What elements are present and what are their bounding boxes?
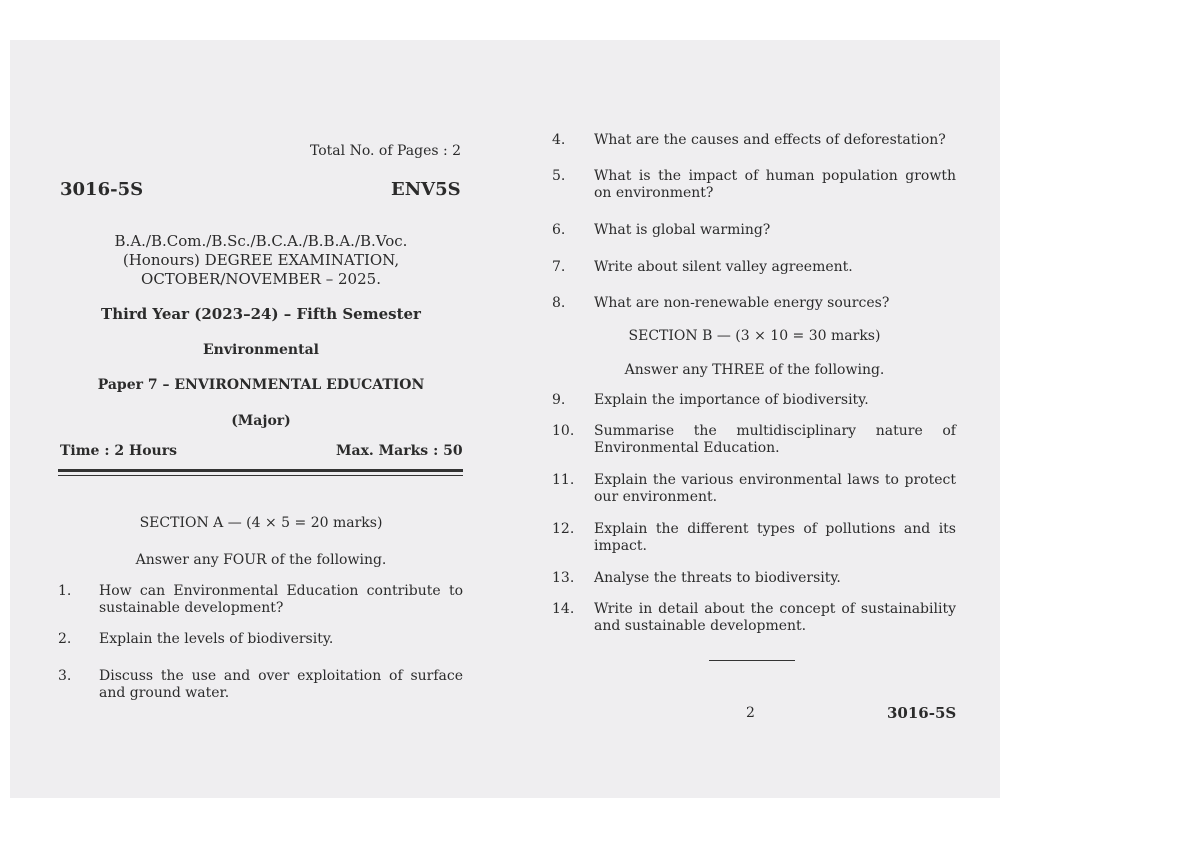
section-a-title: SECTION A — (4 × 5 = 20 marks): [139, 515, 383, 531]
degree-line-3: OCTOBER/NOVEMBER – 2025.: [141, 270, 381, 288]
footer-code: 3016-5S: [887, 704, 957, 722]
question-number: 9.: [552, 392, 566, 408]
question-number: 8.: [552, 295, 566, 311]
thick-divider: [58, 469, 463, 472]
section-a-instruction: Answer any FOUR of the following.: [135, 552, 387, 568]
paper-code-left: 3016-5S: [60, 179, 144, 200]
question-text: Write in detail about the concept of sustainability and sustainable development.: [594, 601, 956, 634]
max-marks: Max. Marks : 50: [336, 443, 463, 459]
page-number: 2: [746, 705, 755, 721]
question-text: Explain the various environmental laws to protect our environment.: [594, 472, 956, 505]
question-number: 7.: [552, 259, 566, 275]
question-number: 3.: [58, 668, 72, 684]
paper-code-right: ENV5S: [391, 179, 461, 200]
thin-divider: [58, 475, 463, 476]
question-text: Analyse the threats to biodiversity.: [594, 570, 841, 586]
question-number: 12.: [552, 521, 575, 537]
subject: Environmental: [203, 342, 319, 358]
question-text: Explain the levels of biodiversity.: [99, 631, 334, 647]
major-label: (Major): [231, 413, 291, 429]
question-text: Discuss the use and over exploitation of surface and ground water.: [99, 668, 463, 701]
question-text: Explain the importance of biodiversity.: [594, 392, 869, 408]
year-semester: Third Year (2023–24) – Fifth Semester: [101, 305, 421, 323]
question-text: What are non-renewable energy sources?: [594, 295, 890, 311]
question-text: What are the causes and effects of deforestation?: [594, 132, 946, 148]
section-b-title: SECTION B — (3 × 10 = 30 marks): [628, 328, 881, 344]
question-text: Summarise the multidisciplinary nature of Environmental Education.: [594, 423, 956, 456]
question-text: Write about silent valley agreement.: [594, 259, 853, 275]
paper-title: Paper 7 – ENVIRONMENTAL EDUCATION: [97, 377, 425, 393]
question-text: What is global warming?: [594, 222, 771, 238]
question-number: 2.: [58, 631, 72, 647]
question-number: 10.: [552, 423, 575, 439]
degree-block: [60, 232, 462, 289]
question-number: 1.: [58, 583, 72, 599]
degree-line-2: (Honours) DEGREE EXAMINATION,: [122, 251, 400, 269]
total-pages: Total No. of Pages : 2: [310, 143, 462, 159]
section-b-instruction: Answer any THREE of the following.: [624, 362, 885, 378]
question-number: 14.: [552, 601, 575, 617]
question-text: How can Environmental Education contribute to sustainable development?: [99, 583, 463, 616]
time-label: Time : 2 Hours: [60, 443, 177, 459]
question-number: 13.: [552, 570, 575, 586]
question-text: What is the impact of human population growth on environment?: [594, 168, 956, 201]
end-divider: [709, 660, 795, 661]
question-number: 6.: [552, 222, 566, 238]
question-number: 11.: [552, 472, 575, 488]
question-number: 5.: [552, 168, 566, 184]
question-text: Explain the different types of pollutions and its impact.: [594, 521, 956, 554]
question-number: 4.: [552, 132, 566, 148]
degree-line-1: B.A./B.Com./B.Sc./B.C.A./B.B.A./B.Voc.: [114, 232, 408, 250]
